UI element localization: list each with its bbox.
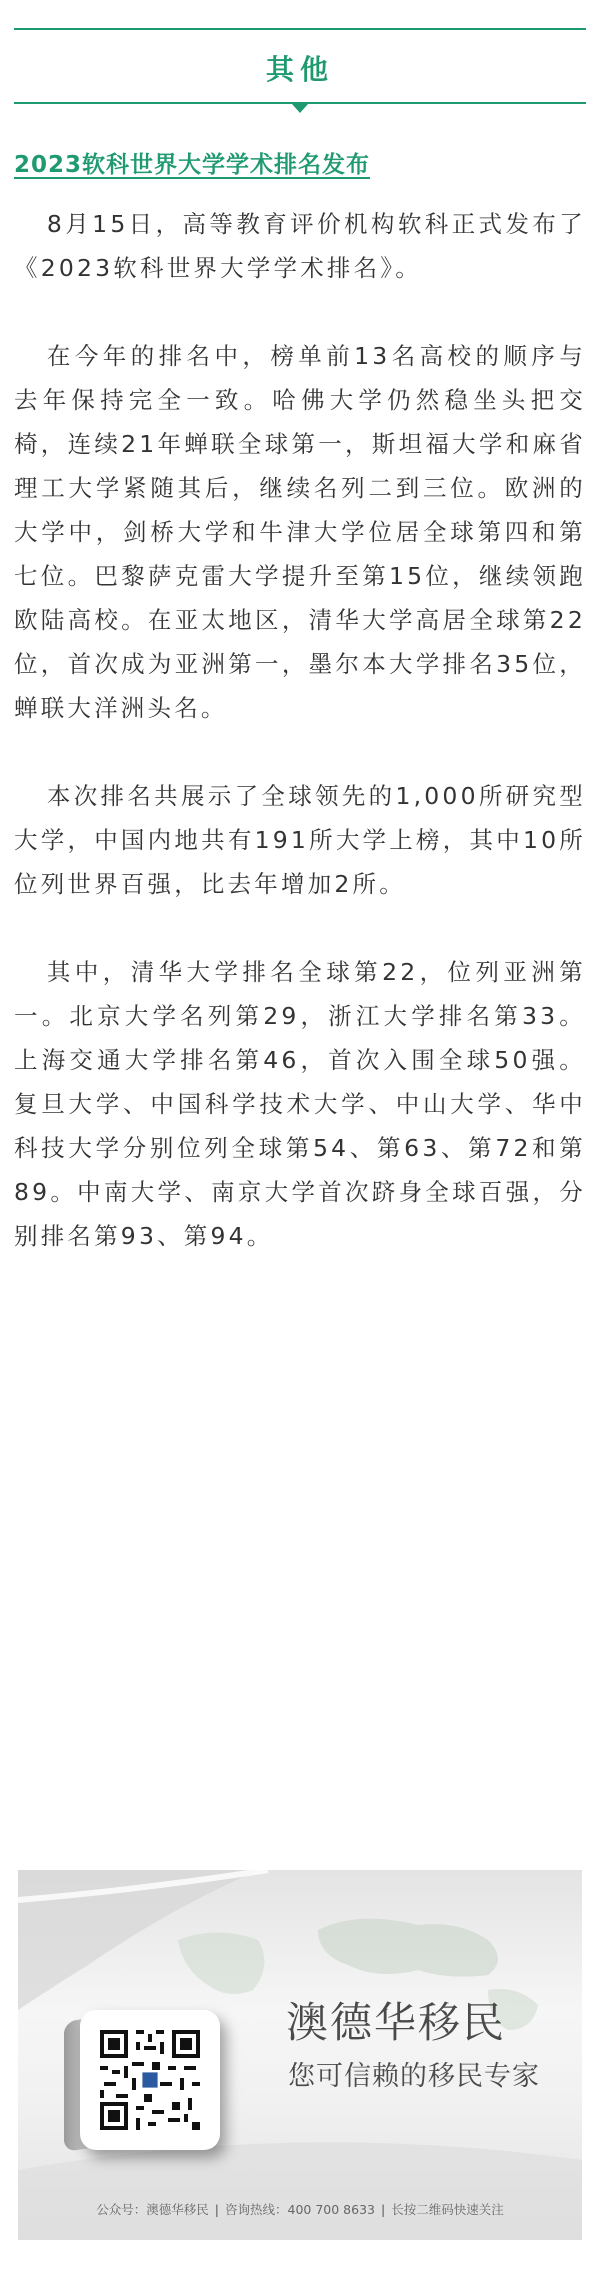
banner-footer bbox=[18, 2200, 582, 2218]
footer-tip: 长按二维码快速关注 bbox=[391, 2202, 504, 2217]
article-headline[interactable]: 2023软科世界大学学术排名发布 bbox=[14, 152, 371, 178]
triangle-down-icon bbox=[292, 104, 308, 113]
section-header bbox=[14, 28, 586, 104]
article-paragraph: 其中，清华大学排名全球第22，位列亚洲第一。北京大学名列第29，浙江大学排名第33。上海交通大学排名第46，首次入围全球50强。复旦大学、中国科学技术大学、中山大学、华中科技大学分别位列全球第54、第63、第72和第89。中南大学、南京大学首次跻身全球百强，分别排名第93、第94。 bbox=[14, 958, 586, 1250]
qr-code-icon bbox=[100, 2030, 200, 2130]
banner-brand-name: 澳德华移民 bbox=[286, 1998, 507, 2047]
footer-hotline: 咨询热线：400 700 8633 bbox=[225, 2202, 375, 2217]
banner-slogan: 您可信赖的移民专家 bbox=[288, 2061, 540, 2092]
article-body bbox=[14, 202, 586, 1302]
footer-separator: | bbox=[214, 2202, 219, 2217]
footer-account: 公众号：澳德华移民 bbox=[96, 2202, 209, 2217]
article-paragraph: 本次排名共展示了全球领先的1,000所研究型大学，中国内地共有191所大学上榜，其中10所位列世界百强，比去年增加2所。 bbox=[14, 782, 586, 898]
article-paragraph: 在今年的排名中，榜单前13名高校的顺序与去年保持完全一致。哈佛大学仍然稳坐头把交椅，连续21年蝉联全球第一，斯坦福大学和麻省理工大学紧随其后，继续名列二到三位。欧洲的大学中，剑桥大学和牛津大学位居全球第四和第七位。巴黎萨克雷大学提升至第15位，继续领跑欧陆高校。在亚太地区，清华大学高居全球第22位，首次成为亚洲第一，墨尔本大学排名35位，蝉联大洋洲头名。 bbox=[14, 342, 586, 722]
promo-banner[interactable] bbox=[18, 1870, 582, 2240]
article-paragraph: 8月15日，高等教育评价机构软科正式发布了《2023软科世界大学学术排名》。 bbox=[14, 210, 586, 282]
section-title: 其他 bbox=[265, 53, 334, 86]
qr-code-card[interactable] bbox=[80, 2010, 220, 2150]
footer-separator: | bbox=[380, 2202, 386, 2217]
